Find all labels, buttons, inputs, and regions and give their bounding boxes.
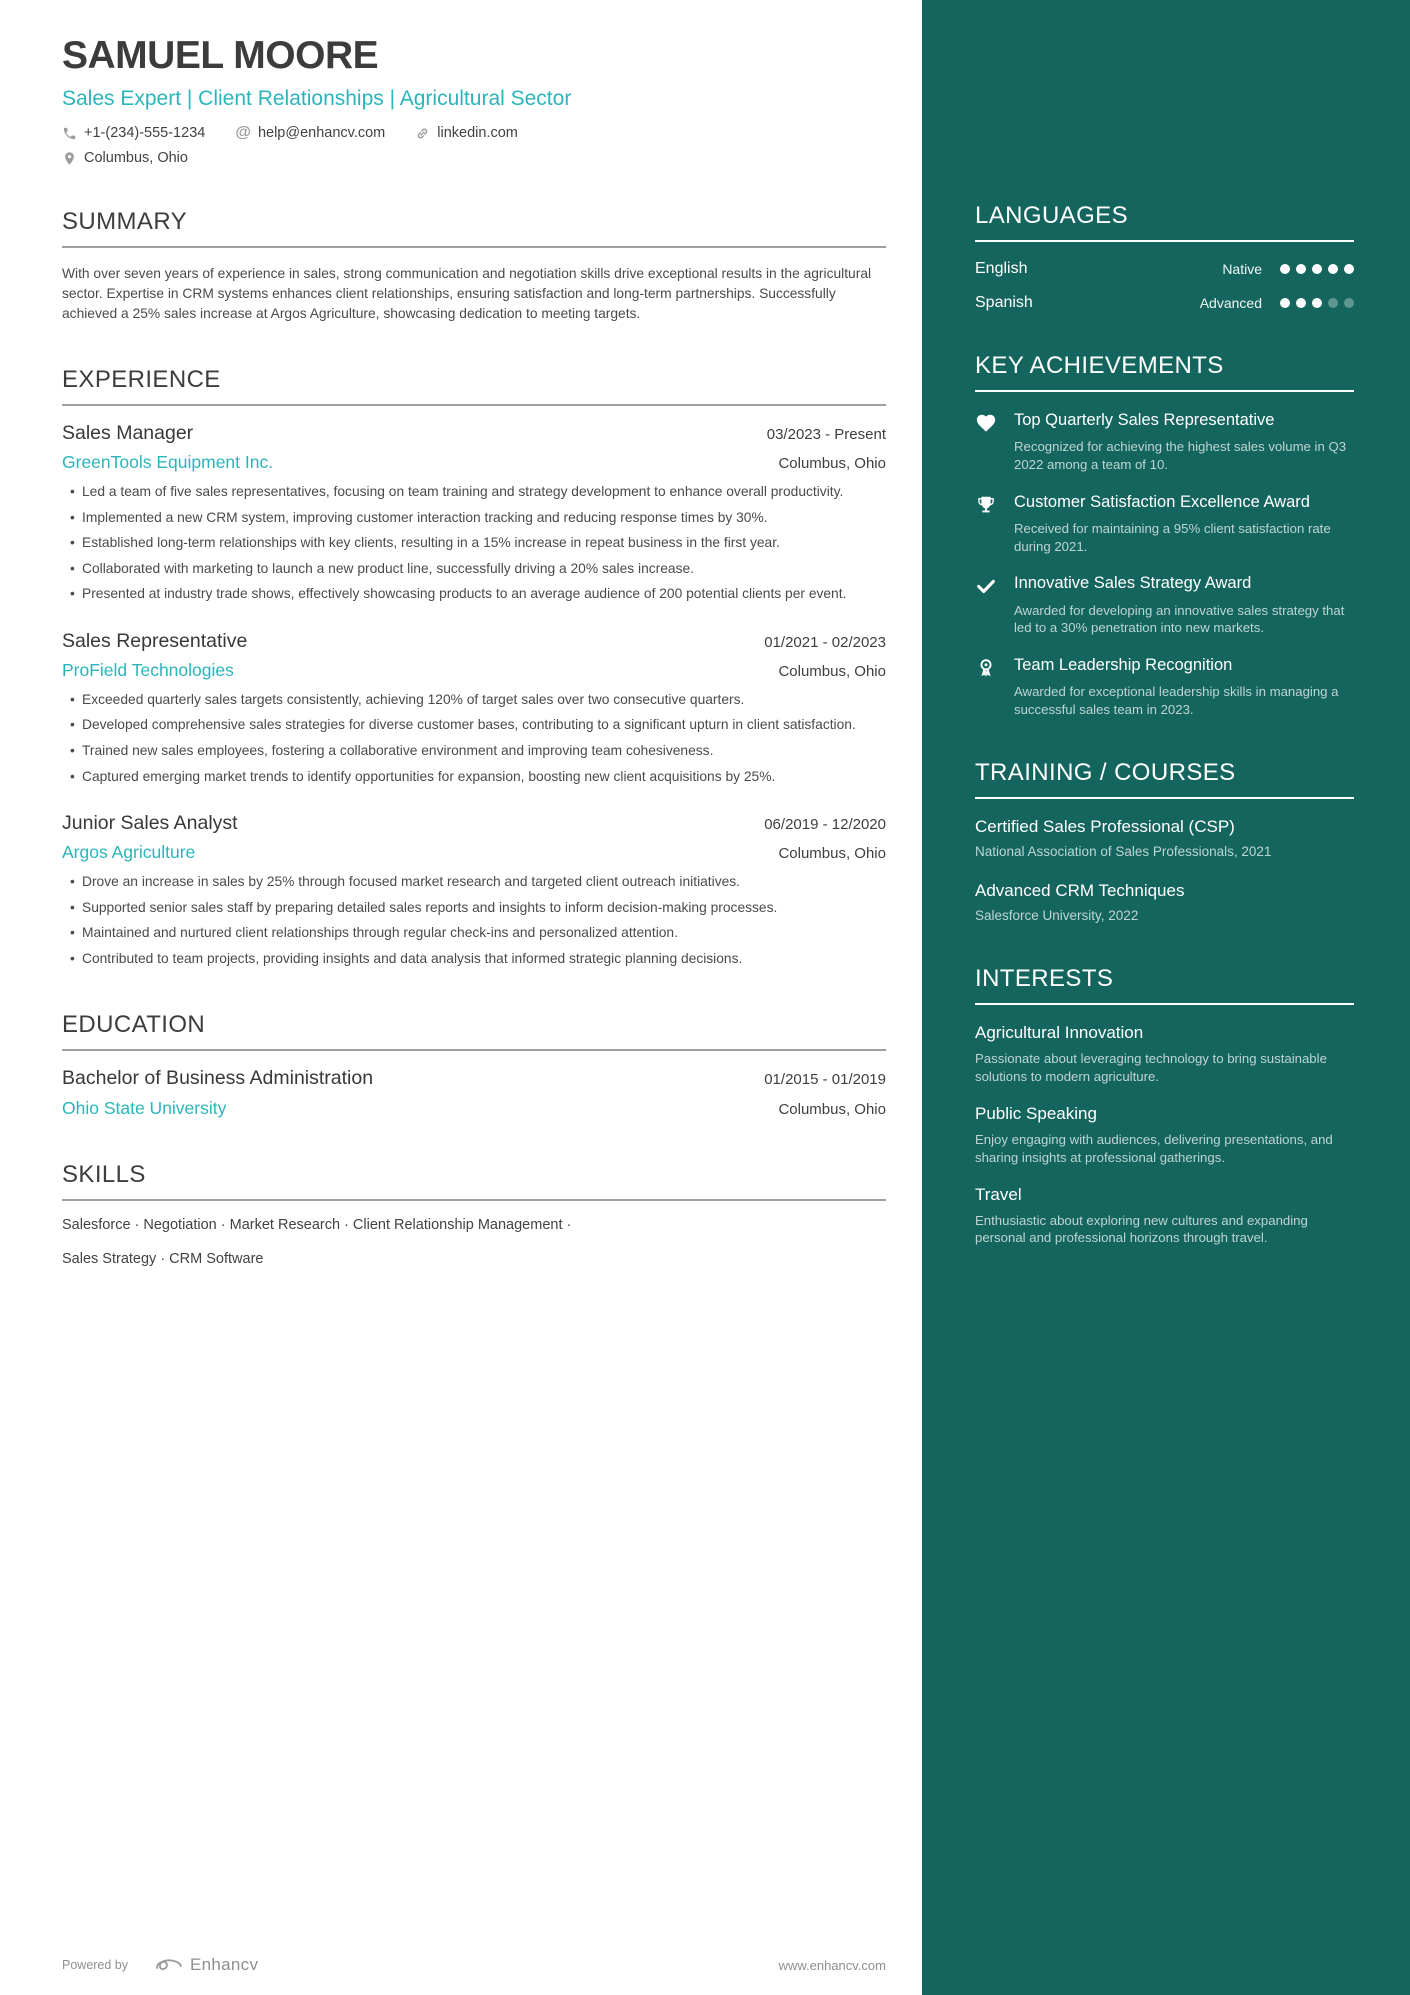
skills-line: Sales Strategy · CRM Software: [62, 1250, 264, 1267]
link-icon: [415, 126, 430, 141]
enhancv-logo[interactable]: [154, 1955, 258, 1975]
sidebar-divider: [975, 240, 1354, 242]
sidebar-divider: [975, 1003, 1354, 1005]
languages-heading: LANGUAGES: [975, 202, 1128, 229]
job-company[interactable]: Argos Agriculture: [62, 842, 196, 863]
language-name: English: [975, 260, 1028, 277]
phone-contact[interactable]: [62, 125, 205, 141]
link-contact[interactable]: [415, 125, 518, 141]
trophy-icon: [975, 492, 999, 556]
job-bullet: • Exceeded quarterly sales targets consistently, achieving 120% of target sales over two consecutive quarters.: [70, 691, 745, 707]
sidebar-divider: [975, 390, 1354, 392]
branding-footer: [62, 1955, 886, 1975]
powered-by-label: Powered by: [62, 1958, 129, 1972]
email-address: help@enhancv.com: [257, 125, 386, 141]
job-entry: [62, 630, 886, 786]
job-bullet: • Developed comprehensive sales strategies for diverse customer bases, contributing to a significant upturn in client satisfaction.: [70, 717, 856, 733]
achievement-title: Innovative Sales Strategy Award: [1014, 574, 1252, 593]
phone-number: +1-(234)-555-1234: [84, 125, 206, 141]
job-company[interactable]: GreenTools Equipment Inc.: [62, 452, 274, 472]
achievement-title: Top Quarterly Sales Representative: [1014, 411, 1275, 429]
skills-heading: SKILLS: [62, 1160, 146, 1188]
achievement-title: Team Leadership Recognition: [1014, 656, 1233, 675]
training-heading: TRAINING / COURSES: [975, 758, 1236, 786]
section-divider: [62, 1199, 886, 1201]
experience-heading: EXPERIENCE: [62, 366, 221, 393]
language-name: Spanish: [975, 294, 1033, 311]
education-section: [62, 1011, 886, 1119]
job-title: Junior Sales Analyst: [62, 812, 238, 835]
skills-section: [62, 1161, 886, 1269]
job-bullet: • Trained new sales employees, fostering a collaborative environment and improving team cohesiveness.: [70, 743, 714, 759]
job-bullet: • Established long-term relationships with key clients, resulting in a 15% increase in repeat business in the first year.: [70, 535, 780, 551]
course-title: Certified Sales Professional (CSP): [975, 816, 1235, 836]
sidebar-divider: [975, 797, 1354, 799]
main-column: [0, 0, 924, 1285]
contact-row-2: [62, 150, 886, 166]
job-location: Columbus, Ohio: [778, 662, 886, 680]
medal-icon: [975, 655, 999, 719]
achievement-item: [975, 655, 1354, 719]
interest-title: Travel: [975, 1184, 1022, 1204]
candidate-headline: Sales Expert | Client Relationships | Agricultural Sector: [62, 87, 572, 110]
email-contact[interactable]: [235, 124, 385, 142]
interest-text: Enthusiastic about exploring new cultures and expanding personal and professional horizons through travel.: [975, 1212, 1308, 1246]
job-bullet: • Captured emerging market trends to identify opportunities for expansion, boosting new client acquisitions by 25%.: [70, 768, 776, 784]
job-bullet: • Implemented a new CRM system, improving customer interaction tracking and reducing response times by 30%.: [70, 509, 768, 525]
location-text: Columbus, Ohio: [84, 150, 188, 166]
job-bullet: • Led a team of five sales representatives, focusing on team training and strategy development to enhance overall productivity.: [70, 484, 844, 499]
language-proficiency-dots: [1280, 264, 1354, 274]
course-org: National Association of Sales Professionals, 2021: [975, 843, 1272, 859]
job-entry: [62, 422, 886, 604]
interest-text: Passionate about leveraging technology to bring sustainable solutions to modern agriculture.: [975, 1051, 1327, 1085]
brand-name: Enhancv: [190, 1955, 259, 1974]
language-row: [975, 260, 1354, 278]
enhancv-loop-icon: [154, 1955, 184, 1975]
training-section: [975, 759, 1354, 925]
job-bullet: • Presented at industry trade shows, effectively showcasing products to an average audience of 200 potential clients per event.: [70, 586, 847, 602]
job-location: Columbus, Ohio: [778, 455, 886, 472]
job-title: Sales Representative: [62, 629, 248, 652]
interest-title: Public Speaking: [975, 1104, 1097, 1123]
interest-item: [975, 1185, 1354, 1248]
email-at-icon: @: [235, 124, 251, 141]
skills-line: Salesforce · Negotiation · Market Research · Client Relationship Management ·: [62, 1216, 572, 1233]
section-divider: [62, 404, 886, 406]
summary-text: With over seven years of experience in sales, strong communication and negotiation skills drive exceptional results in the agricultural sector. Expertise in CRM systems enhances client relationships, ensuring satisfaction and long-term partnerships. Successfully achieved a 25% sales increase at Argos Agriculture, showcasing dedication to meeting targets.: [62, 266, 872, 321]
language-proficiency-dots: [1280, 298, 1354, 308]
achievement-item: [975, 573, 1354, 637]
achievement-text: Awarded for developing an innovative sales strategy that led to a 30% penetration into new markets.: [1014, 602, 1345, 636]
job-bullet: • Contributed to team projects, providing insights and data analysis that informed strategic planning decisions.: [70, 950, 743, 966]
job-dates: 03/2023 - Present: [766, 426, 886, 443]
languages-section: [975, 202, 1354, 312]
interests-heading: INTERESTS: [975, 965, 1114, 993]
course-item: [975, 881, 1354, 925]
achievements-section: [975, 352, 1354, 719]
achievement-text: Recognized for achieving the highest sales volume in Q3 2022 among a team of 10.: [1014, 439, 1347, 472]
job-bullet: • Supported senior sales staff by preparing detailed sales reports and insights to inform decision-making processes.: [70, 899, 778, 915]
language-level: Advanced: [1199, 295, 1262, 311]
education-degree: Bachelor of Business Administration: [62, 1066, 374, 1089]
job-location: Columbus, Ohio: [778, 845, 886, 863]
achievement-item: [975, 492, 1354, 556]
location-contact: [62, 150, 188, 166]
achievement-item: [975, 410, 1354, 474]
language-row: [975, 294, 1354, 312]
achievements-heading: KEY ACHIEVEMENTS: [975, 352, 1224, 379]
interest-item: [975, 1023, 1354, 1086]
job-entry: [62, 812, 886, 968]
summary-section: [62, 208, 886, 324]
course-title: Advanced CRM Techniques: [975, 881, 1185, 901]
job-bullet: • Maintained and nurtured client relationships through regular check-ins and personalized attention.: [70, 925, 678, 941]
phone-icon: [62, 126, 77, 141]
achievement-text: Awarded for exceptional leadership skills in managing a successful sales team in 2023.: [1014, 684, 1339, 718]
job-dates: 01/2021 - 02/2023: [764, 633, 886, 651]
interest-item: [975, 1104, 1354, 1167]
education-location: Columbus, Ohio: [778, 1100, 886, 1118]
contact-row: [62, 124, 886, 142]
job-company[interactable]: ProField Technologies: [62, 659, 234, 680]
job-bullet: • Drove an increase in sales by 25% through focused market research and targeted client outreach initiatives.: [70, 874, 741, 890]
link-text: linkedin.com: [437, 125, 518, 141]
job-title: Sales Manager: [62, 422, 194, 444]
interest-title: Agricultural Innovation: [975, 1023, 1144, 1043]
job-bullet: • Collaborated with marketing to launch a new product line, successfully driving a 20% sales increase.: [70, 560, 694, 576]
summary-heading: SUMMARY: [62, 208, 188, 235]
section-divider: [62, 1049, 886, 1051]
education-school[interactable]: Ohio State University: [62, 1097, 227, 1118]
interest-text: Enjoy engaging with audiences, delivering presentations, and sharing insights at professional gatherings.: [975, 1132, 1333, 1165]
footer-url[interactable]: www.enhancv.com: [778, 1957, 886, 1973]
education-heading: EDUCATION: [62, 1010, 206, 1038]
location-pin-icon: [62, 151, 77, 166]
candidate-name: SAMUEL MOORE: [62, 34, 379, 77]
sidebar: [922, 0, 1410, 1995]
course-org: Salesforce University, 2022: [975, 908, 1139, 924]
experience-section: [62, 366, 886, 969]
interests-section: [975, 965, 1354, 1247]
language-level: Native: [1222, 261, 1262, 277]
achievement-text: Received for maintaining a 95% client satisfaction rate during 2021.: [1014, 520, 1331, 554]
heart-icon: [975, 410, 999, 474]
achievement-title: Customer Satisfaction Excellence Award: [1014, 492, 1310, 511]
education-dates: 01/2015 - 01/2019: [764, 1070, 886, 1088]
course-item: [975, 817, 1354, 861]
section-divider: [62, 246, 886, 248]
check-icon: [975, 573, 999, 637]
job-dates: 06/2019 - 12/2020: [764, 816, 886, 834]
